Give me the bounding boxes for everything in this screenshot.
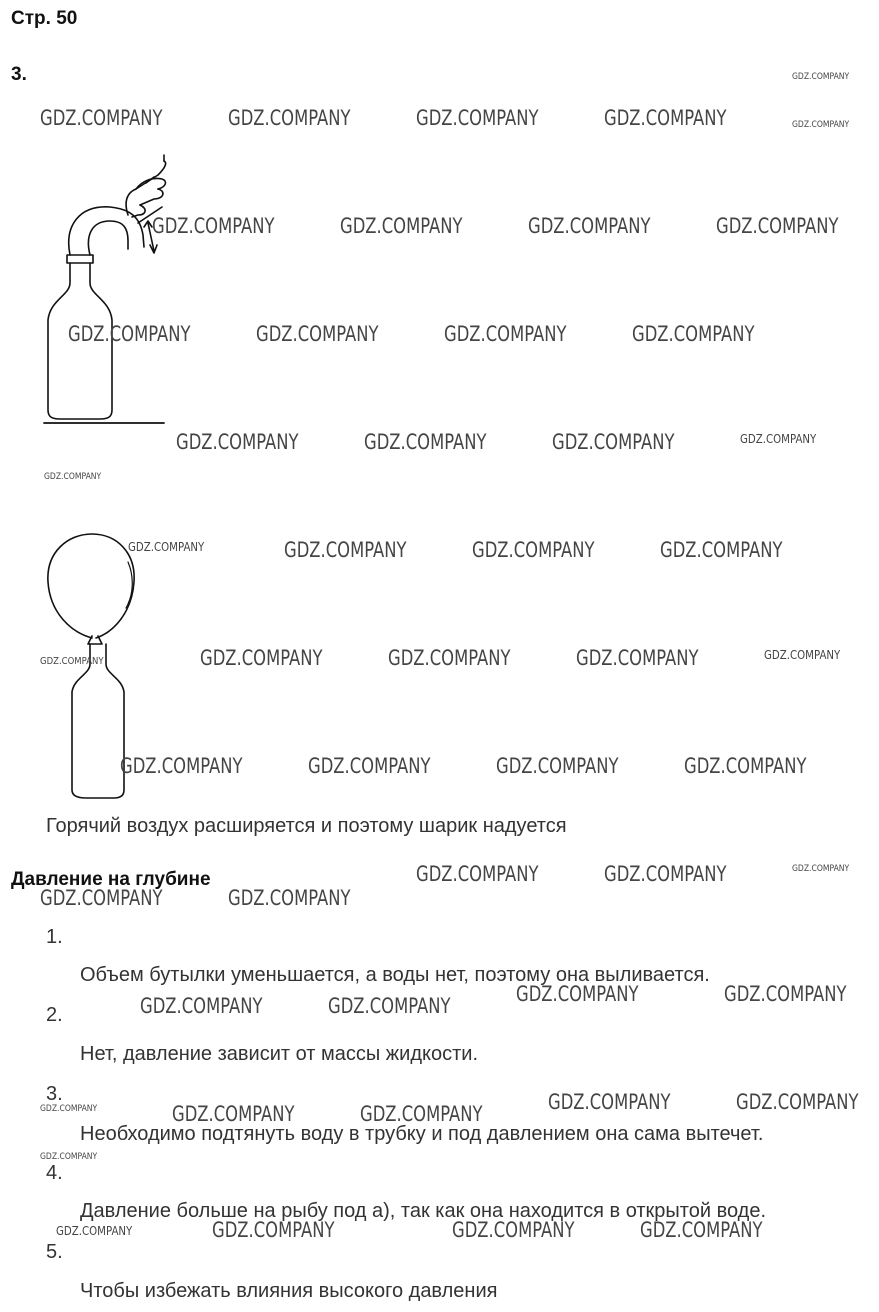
- watermark: GDZ.COMPANY: [604, 106, 727, 130]
- watermark: GDZ.COMPANY: [452, 1218, 575, 1242]
- watermark-small: GDZ.COMPANY: [792, 864, 850, 874]
- item-answer: Чтобы избежать влияния высокого давления: [80, 1280, 498, 1302]
- watermark: GDZ.COMPANY: [152, 214, 275, 238]
- watermark-small: GDZ.COMPANY: [740, 432, 817, 446]
- watermark: GDZ.COMPANY: [548, 1090, 671, 1114]
- watermark: GDZ.COMPANY: [328, 994, 451, 1018]
- watermark: GDZ.COMPANY: [40, 106, 163, 130]
- watermark: GDZ.COMPANY: [516, 982, 639, 1006]
- watermark: GDZ.COMPANY: [140, 994, 263, 1018]
- watermark: GDZ.COMPANY: [212, 1218, 335, 1242]
- watermark: GDZ.COMPANY: [724, 982, 847, 1006]
- watermark: GDZ.COMPANY: [360, 1102, 483, 1126]
- watermark: GDZ.COMPANY: [660, 538, 783, 562]
- watermark: GDZ.COMPANY: [68, 322, 191, 346]
- item-number: 5.: [46, 1241, 63, 1263]
- watermark: GDZ.COMPANY: [200, 646, 323, 670]
- watermark: GDZ.COMPANY: [416, 106, 539, 130]
- bottle-with-hand-illustration: [40, 155, 180, 430]
- item-number: 2.: [46, 1004, 63, 1026]
- item-number: 3.: [46, 1083, 63, 1105]
- watermark: GDZ.COMPANY: [388, 646, 511, 670]
- watermark-small: GDZ.COMPANY: [40, 1104, 98, 1114]
- item-answer: Давление больше на рыбу под а), так как она находится в открытой воде.: [80, 1200, 767, 1222]
- watermark-small: GDZ.COMPANY: [44, 472, 102, 482]
- watermark: GDZ.COMPANY: [552, 430, 675, 454]
- task3-answer: Горячий воздух расширяется и поэтому шарик надуется: [46, 815, 567, 837]
- watermark: GDZ.COMPANY: [256, 322, 379, 346]
- watermark: GDZ.COMPANY: [472, 538, 595, 562]
- watermark: GDZ.COMPANY: [228, 106, 351, 130]
- watermark: GDZ.COMPANY: [684, 754, 807, 778]
- watermark: GDZ.COMPANY: [308, 754, 431, 778]
- watermark: GDZ.COMPANY: [632, 322, 755, 346]
- watermark-small: GDZ.COMPANY: [40, 1152, 98, 1162]
- watermark-small: GDZ.COMPANY: [128, 540, 205, 554]
- watermark: GDZ.COMPANY: [340, 214, 463, 238]
- item-answer: Объем бутылки уменьшается, а воды нет, поэтому она выливается.: [80, 964, 710, 986]
- watermark: GDZ.COMPANY: [736, 1090, 859, 1114]
- watermark: GDZ.COMPANY: [40, 886, 163, 910]
- section-title: Давление на глубине: [11, 869, 211, 890]
- watermark: GDZ.COMPANY: [416, 862, 539, 886]
- watermark: GDZ.COMPANY: [576, 646, 699, 670]
- watermark: GDZ.COMPANY: [364, 430, 487, 454]
- watermark-small: GDZ.COMPANY: [56, 1224, 133, 1238]
- watermark-small: GDZ.COMPANY: [792, 120, 850, 130]
- watermark: GDZ.COMPANY: [640, 1218, 763, 1242]
- watermark-small: GDZ.COMPANY: [792, 72, 850, 82]
- task-number: 3.: [11, 64, 27, 85]
- watermark: GDZ.COMPANY: [444, 322, 567, 346]
- watermark: GDZ.COMPANY: [284, 538, 407, 562]
- item-number: 4.: [46, 1162, 63, 1184]
- watermark: GDZ.COMPANY: [604, 862, 727, 886]
- watermark: GDZ.COMPANY: [120, 754, 243, 778]
- page-title: Стр. 50: [11, 8, 78, 29]
- watermark-small: GDZ.COMPANY: [764, 648, 841, 662]
- item-answer: Нет, давление зависит от массы жидкости.: [80, 1043, 478, 1065]
- watermark: GDZ.COMPANY: [176, 430, 299, 454]
- watermark-small: GDZ.COMPANY: [40, 656, 104, 667]
- watermark: GDZ.COMPANY: [716, 214, 839, 238]
- item-number: 1.: [46, 926, 63, 948]
- watermark: GDZ.COMPANY: [172, 1102, 295, 1126]
- watermark: GDZ.COMPANY: [496, 754, 619, 778]
- item-answer: Необходимо подтянуть воду в трубку и под давлением она сама вытечет.: [80, 1123, 764, 1145]
- watermark: GDZ.COMPANY: [228, 886, 351, 910]
- watermark: GDZ.COMPANY: [528, 214, 651, 238]
